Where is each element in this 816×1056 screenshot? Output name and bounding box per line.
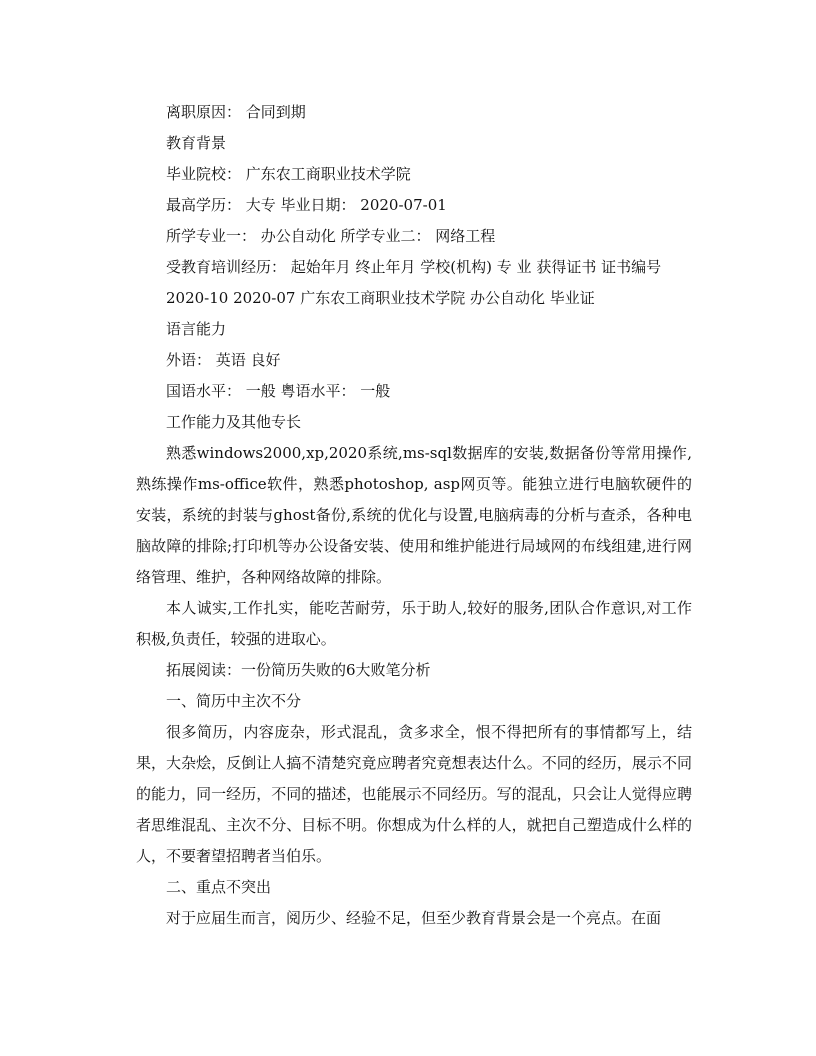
section2-title: 二、重点不突出	[166, 878, 272, 896]
section1-body: 很多简历，内容庞杂，形式混乱，贪多求全，恨不得把所有的事情都写上，结果，大杂烩，反倒让人搞不清楚究竟应聘者究竟想表达什么。不同的经历，展示不同的能力，同一经历，不同的描述，也能展示不同经历。写的混乱，只会让人觉得应聘者思维混乱、主次不分、目标不明。你想成为什么样的人，就把自己塑造成什么样的人，不要奢望招聘者当伯乐。	[136, 723, 692, 865]
dialect-levels: 国语水平： 一般 粤语水平： 一般	[166, 382, 391, 400]
self-evaluation-paragraph: 本人诚实,工作扎实，能吃苦耐劳，乐于助人,较好的服务,团队合作意识,对工作积极,负责任，较强的进取心。	[136, 599, 692, 648]
resignation-reason: 离职原因： 合同到期	[166, 103, 306, 121]
document-body	[136, 97, 692, 934]
highest-degree: 最高学历： 大专 毕业日期： 2020-07-01	[166, 196, 447, 214]
training-header: 受教育培训经历： 起始年月 终止年月 学校(机构) 专 业 获得证书 证书编号	[166, 258, 662, 276]
skills-heading: 工作能力及其他专长	[166, 413, 302, 431]
majors: 所学专业一： 办公自动化 所学专业二： 网络工程	[166, 227, 496, 245]
foreign-language: 外语： 英语 良好	[166, 351, 281, 369]
skills-paragraph: 熟悉windows2000,xp,2020系统,ms-sql数据库的安装,数据备份等常用操作,熟练操作ms-office软件，熟悉photoshop, asp网页等。能独立进行电脑软硬件的安装，系统的封装与ghost备份,系统的优化与设置,电脑病毒的分析与查杀，各种电脑故障的排除;打印机等办公设备安装、使用和维护能进行局域网的布线组建,进行网络管理、维护，各种网络故障的排除。	[136, 444, 692, 586]
education-heading: 教育背景	[166, 134, 227, 152]
section1-title: 一、简历中主次不分	[166, 692, 302, 710]
training-row: 2020-10 2020-07 广东农工商职业技术学院 办公自动化 毕业证	[166, 289, 595, 307]
extended-reading-title: 拓展阅读：一份简历失败的6大败笔分析	[166, 661, 431, 679]
graduate-school: 毕业院校： 广东农工商职业技术学院	[166, 165, 411, 183]
section2-body: 对于应届生而言，阅历少、经验不足，但至少教育背景会是一个亮点。在面	[166, 909, 662, 927]
language-heading: 语言能力	[166, 320, 227, 338]
